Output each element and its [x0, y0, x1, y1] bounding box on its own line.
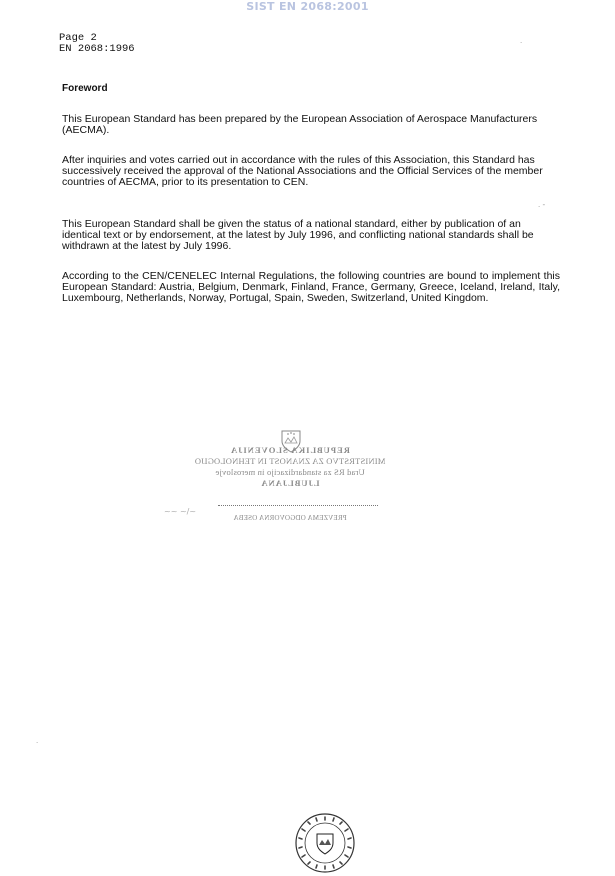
- stamp-line-city: LJUBLJANA: [260, 478, 320, 488]
- page-number: Page 2: [59, 32, 97, 44]
- endorsement-stamp: [160, 425, 400, 535]
- stamp-line-ministry: MINISTRSTVO ZA ZNANOST IN TEHNOLOGIJO: [194, 456, 386, 466]
- scan-speck: .: [520, 36, 523, 45]
- document-watermark: SIST EN 2068:2001: [246, 0, 369, 13]
- foreword-paragraph-2: After inquiries and votes carried out in accordance with the rules of this Association, this Standard has successively received the approval of the National Associations and the Official Services of the member countries of AECMA, prior to its presentation to CEN.: [62, 154, 543, 188]
- foreword-paragraph-3: This European Standard shall be given the status of a national standard, either by publication of an identical text or by endorsement, at the latest by July 1996, and conflicting national standards shall be withdrawn at the latest by July 1996.: [62, 218, 534, 252]
- foreword-heading: Foreword: [62, 83, 108, 94]
- stamp-line-republic: REPUBLIKA SLOVENIJA: [230, 445, 350, 455]
- handwritten-mark: ~~ ~/~: [164, 507, 197, 516]
- stamp-line-office: Urad RS za standardizacijo in meroslovje: [215, 467, 365, 477]
- scan-speck: .: [36, 736, 39, 745]
- page-header: [59, 33, 135, 55]
- standard-reference: EN 2068:1996: [59, 43, 135, 55]
- signature-line: [218, 505, 378, 506]
- foreword-paragraph-4: According to the CEN/CENELEC Internal Regulations, the following countries are bound to implement this European Standard: Austria, Belgium, Denmark, Finland, France, Germany, Greece, Iceland, Ireland, Italy, Luxembourg, Netherlands, Norway, Portugal, Spain, Sweden, Switzerland, United Kingdom.: [62, 270, 560, 304]
- official-round-seal: [294, 812, 356, 874]
- stamp-line-signatory: PREVZEMA ODGOVORNA OSEBA: [233, 514, 347, 522]
- scan-speck: . -: [538, 200, 546, 209]
- foreword-paragraph-1: This European Standard has been prepared by the European Association of Aerospace Manufacturers (AECMA).: [62, 113, 538, 136]
